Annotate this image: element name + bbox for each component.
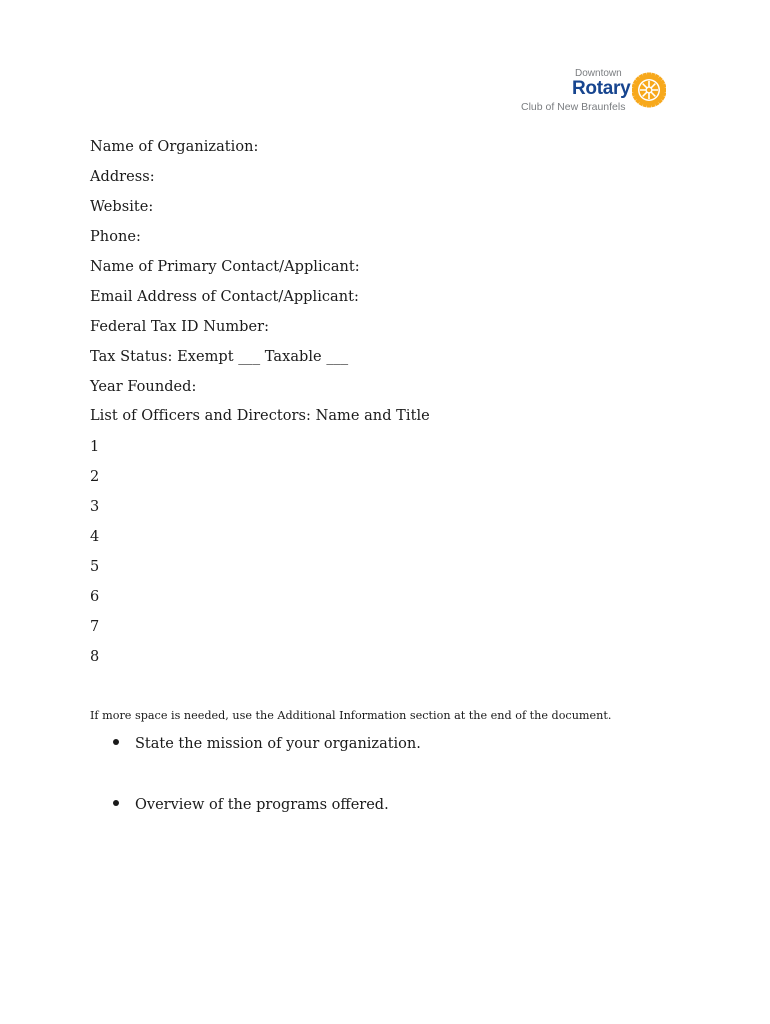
officer-number-6: 6 — [90, 589, 100, 605]
field-address: Address: — [90, 169, 155, 185]
field-primary-contact: Name of Primary Contact/Applicant: — [90, 259, 360, 275]
rotary-wheel-icon — [632, 72, 666, 108]
officer-number-3: 3 — [90, 499, 100, 515]
field-year-founded: Year Founded: — [90, 379, 197, 395]
field-contact-email: Email Address of Contact/Applicant: — [90, 289, 359, 305]
logo-rotary-text: Rotary — [572, 78, 631, 99]
field-tax-id: Federal Tax ID Number: — [90, 319, 270, 335]
logo-club-text: Club of New Braunfels — [521, 101, 626, 113]
field-organization-name: Name of Organization: — [90, 139, 259, 155]
officer-number-1: 1 — [90, 439, 100, 455]
rotary-logo — [515, 66, 670, 116]
bullet-mission — [113, 736, 421, 752]
officer-number-7: 7 — [90, 619, 100, 635]
bullet-programs — [113, 797, 389, 813]
bullet-dot-icon — [113, 800, 119, 806]
field-tax-status: Tax Status: Exempt ___ Taxable ___ — [90, 349, 349, 365]
additional-space-note: If more space is needed, use the Additional Information section at the end of the document. — [90, 709, 612, 722]
field-phone: Phone: — [90, 229, 141, 245]
officer-number-2: 2 — [90, 469, 100, 485]
officer-number-4: 4 — [90, 529, 100, 545]
bullet-programs-text: Overview of the programs offered. — [135, 797, 389, 813]
field-officers-heading: List of Officers and Directors: Name and Title — [90, 408, 430, 424]
officer-number-5: 5 — [90, 559, 100, 575]
bullet-mission-text: State the mission of your organization. — [135, 736, 421, 752]
field-website: Website: — [90, 199, 154, 215]
officer-number-8: 8 — [90, 649, 100, 665]
bullet-dot-icon — [113, 739, 119, 745]
logo-downtown-text: Downtown — [575, 68, 622, 79]
